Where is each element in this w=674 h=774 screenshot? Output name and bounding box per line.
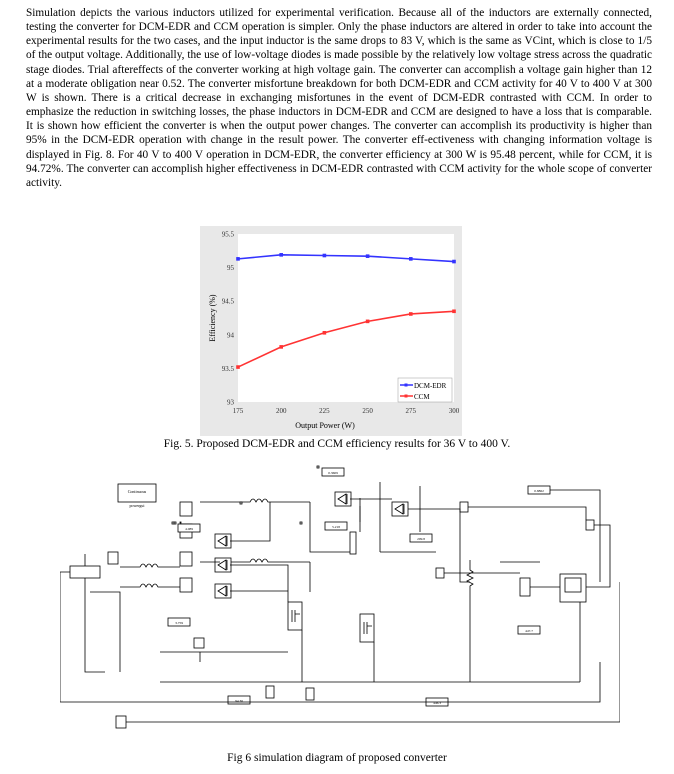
- gain-block: [586, 520, 594, 530]
- sum-block: [116, 716, 126, 728]
- display-9-value: 446.3: [433, 701, 441, 705]
- data-point-dcm-edr: [452, 260, 456, 264]
- legend: [398, 378, 452, 402]
- display-8-value: 94.36: [235, 699, 243, 703]
- x-axis-label: Output Power (W): [295, 421, 355, 430]
- gate-block-1: [180, 502, 192, 516]
- x-tick-label: 225: [319, 407, 330, 415]
- legend-label-ccm: CCM: [414, 393, 430, 401]
- meter-block-2: [436, 568, 444, 578]
- display-7-value: 447.7: [525, 629, 533, 633]
- dc-source-block: [70, 566, 100, 578]
- display-10: [172, 522, 174, 524]
- data-point-ccm: [409, 312, 413, 316]
- powergui-label-1: Continuous: [127, 489, 147, 494]
- pulse-block-1: [194, 638, 204, 648]
- legend-label-dcm: DCM-EDR: [414, 382, 447, 390]
- y-tick-label: 95: [227, 264, 234, 273]
- x-tick-label: 200: [275, 407, 287, 415]
- x-tick-label: 250: [362, 407, 373, 415]
- display-2-value: 3.759: [175, 621, 183, 625]
- data-point-dcm-edr: [236, 257, 240, 261]
- pulse-block-3: [306, 688, 314, 700]
- data-point-ccm: [279, 345, 283, 349]
- legend-marker-dcm: [405, 384, 408, 387]
- data-point-ccm: [323, 331, 327, 335]
- inductor-4: [220, 559, 310, 562]
- fig6-caption: Fig 6 simulation diagram of proposed converter: [227, 752, 447, 764]
- gate-block-3: [180, 552, 192, 566]
- inductor-2: [120, 584, 180, 587]
- y-tick-label: 93: [227, 398, 234, 407]
- inductor-1: [120, 564, 180, 567]
- y-tick-label: 94.5: [221, 297, 234, 306]
- body-paragraph: Simulation depicts the various inductors utilized for experimental verification. Because all of the inductors are externally connected, testing the converter for DCM-EDR and CCM operation is simpler. Only the phase inductors are altered in order to take into account the experimental results for the two cases, and the input inductor is the same drops to 83 V, which is the same as VCint, which is close to 1/5 of the output voltage. Additionally, the use of low-voltage diodes is made possible by the relatively low voltage stress across the quadratic stage diodes. Trial aftereffects of the converter working at high voltage gain. The converter can accomplish a voltage gain higher than 12 at a moderate obligation near 0.52. The converter misfortune breakdown for both DCM-EDR and CCM activity for 40 V to 400 V at 300 W is shown. There is a critical decrease in exchanging misfortunes in the event of DCM-EDR contrasted with CCM. In order to emphasize the reduction in switching losses, the phase inductors in DCM-EDR and CCM are designed to have a loss that is comparable. It is shown how efficient the converter is when the output power changes. The converter can accomplish its productivity is higher than 95% in the DCM-EDR operation with change in the result power. The converter eff-ectiveness with changing information voltage is displayed in Fig. 8. For 40 V to 400 V operation in DCM-EDR, the converter efficiency at 300 W is 95.48 percent, while for CCM, it is 94.72%. The converter can accomplish higher effectiveness in DCM-EDR contrasted with CCM activity for the whole scope of converter activity.: [26, 7, 652, 189]
- x-tick-label: 175: [232, 407, 244, 415]
- data-point-ccm: [452, 309, 456, 313]
- voltage-block: [108, 552, 118, 564]
- powergui-label-2: powergui: [129, 503, 145, 508]
- data-point-dcm-edr: [409, 257, 413, 261]
- display-10-value: [180, 522, 181, 523]
- y-tick-label: 94: [227, 331, 234, 340]
- display-6-value: 0.8862: [534, 489, 544, 493]
- y-tick-label: 93.5: [221, 364, 234, 373]
- pulse-block-2: [266, 686, 274, 698]
- meter-block-1: [460, 502, 468, 512]
- data-point-dcm-edr: [366, 254, 370, 258]
- x-tick-label: 275: [405, 407, 417, 415]
- fig5-caption: Fig. 5. Proposed DCM-EDR and CCM efficiency results for 36 V to 400 V.: [163, 438, 511, 450]
- y-tick-label: 95.5: [221, 230, 234, 239]
- y-axis-label: Efficiency (%): [208, 294, 217, 342]
- display-5-value: 209.8: [417, 537, 425, 541]
- data-point-dcm-edr: [279, 253, 283, 257]
- gate-block-4: [180, 578, 192, 592]
- simulation-diagram: [60, 462, 620, 747]
- data-point-ccm: [366, 320, 370, 324]
- legend-marker-ccm: [405, 395, 408, 398]
- display-4-value: 5.218: [332, 525, 340, 529]
- display-3-value: 0.3609: [328, 471, 338, 475]
- data-point-ccm: [236, 365, 240, 369]
- data-point-dcm-edr: [323, 254, 327, 258]
- mux-block: [520, 578, 530, 596]
- inductor-3: [220, 499, 310, 502]
- load-resistor: [467, 560, 473, 597]
- capacitor-block: [350, 532, 356, 554]
- efficiency-chart: [200, 226, 462, 436]
- display-1-value: 4.089: [185, 527, 193, 531]
- x-tick-label: 300: [448, 407, 460, 415]
